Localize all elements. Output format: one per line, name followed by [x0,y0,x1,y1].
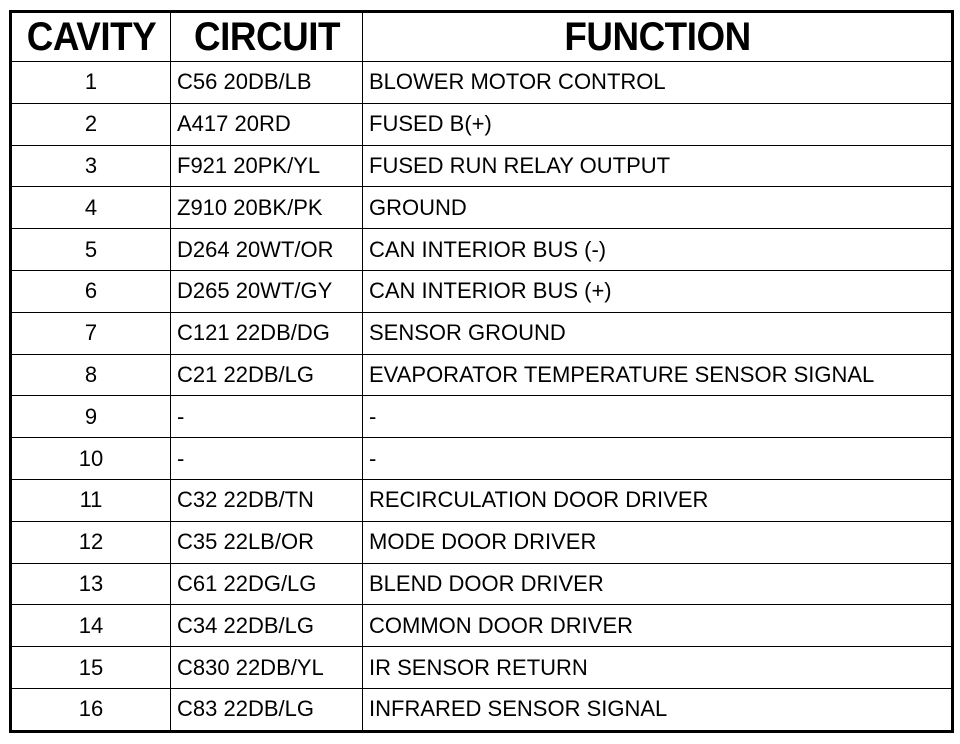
cavity-cell: 8 [11,354,171,396]
cavity-cell: 12 [11,521,171,563]
table-row [11,605,953,647]
table-row [11,270,953,312]
cavity-cell: 16 [11,688,171,731]
table-row [11,688,953,731]
cavity-cell: 14 [11,605,171,647]
table-header [11,12,953,62]
cavity-cell: 11 [11,479,171,521]
table-row [11,103,953,145]
cavity-cell: 15 [11,647,171,689]
circuit-cell: D264 20WT/OR [171,229,363,271]
function-cell: - [363,396,953,438]
table-row [11,62,953,104]
header-circuit: CIRCUIT [178,12,355,62]
cavity-cell: 9 [11,396,171,438]
function-cell: GROUND [363,187,953,229]
circuit-cell: C61 22DG/LG [171,563,363,605]
table-body [11,62,953,732]
function-cell: - [363,438,953,480]
cavity-cell: 6 [11,270,171,312]
circuit-cell: - [171,438,363,480]
function-cell: EVAPORATOR TEMPERATURE SENSOR SIGNAL [363,354,953,396]
function-cell: BLEND DOOR DRIVER [363,563,953,605]
circuit-cell: C21 22DB/LG [171,354,363,396]
cavity-cell: 13 [11,563,171,605]
circuit-cell: Z910 20BK/PK [171,187,363,229]
function-cell: SENSOR GROUND [363,312,953,354]
header-cavity: CAVITY [17,12,164,62]
cavity-cell: 2 [11,103,171,145]
cavity-cell: 1 [11,62,171,104]
circuit-cell: F921 20PK/YL [171,145,363,187]
table-row [11,647,953,689]
table-row [11,312,953,354]
connector-pinout-table [9,10,954,733]
table-row [11,438,953,480]
header-row [11,12,953,62]
circuit-cell: C83 22DB/LG [171,688,363,731]
table-row [11,521,953,563]
header-function: FUNCTION [386,12,929,62]
function-cell: MODE DOOR DRIVER [363,521,953,563]
circuit-cell: C56 20DB/LB [171,62,363,104]
circuit-cell: C121 22DB/DG [171,312,363,354]
circuit-cell: - [171,396,363,438]
function-cell: RECIRCULATION DOOR DRIVER [363,479,953,521]
function-cell: CAN INTERIOR BUS (+) [363,270,953,312]
cavity-cell: 10 [11,438,171,480]
function-cell: CAN INTERIOR BUS (-) [363,229,953,271]
function-cell: BLOWER MOTOR CONTROL [363,62,953,104]
table-row [11,479,953,521]
table-row [11,229,953,271]
table-row [11,563,953,605]
table-row [11,145,953,187]
table-row [11,354,953,396]
circuit-cell: A417 20RD [171,103,363,145]
function-cell: INFRARED SENSOR SIGNAL [363,688,953,731]
table-row [11,396,953,438]
circuit-cell: D265 20WT/GY [171,270,363,312]
circuit-cell: C34 22DB/LG [171,605,363,647]
cavity-cell: 4 [11,187,171,229]
cavity-cell: 3 [11,145,171,187]
function-cell: FUSED RUN RELAY OUTPUT [363,145,953,187]
function-cell: FUSED B(+) [363,103,953,145]
circuit-cell: C830 22DB/YL [171,647,363,689]
cavity-cell: 7 [11,312,171,354]
table-row [11,187,953,229]
function-cell: IR SENSOR RETURN [363,647,953,689]
circuit-cell: C35 22LB/OR [171,521,363,563]
function-cell: COMMON DOOR DRIVER [363,605,953,647]
circuit-cell: C32 22DB/TN [171,479,363,521]
cavity-cell: 5 [11,229,171,271]
